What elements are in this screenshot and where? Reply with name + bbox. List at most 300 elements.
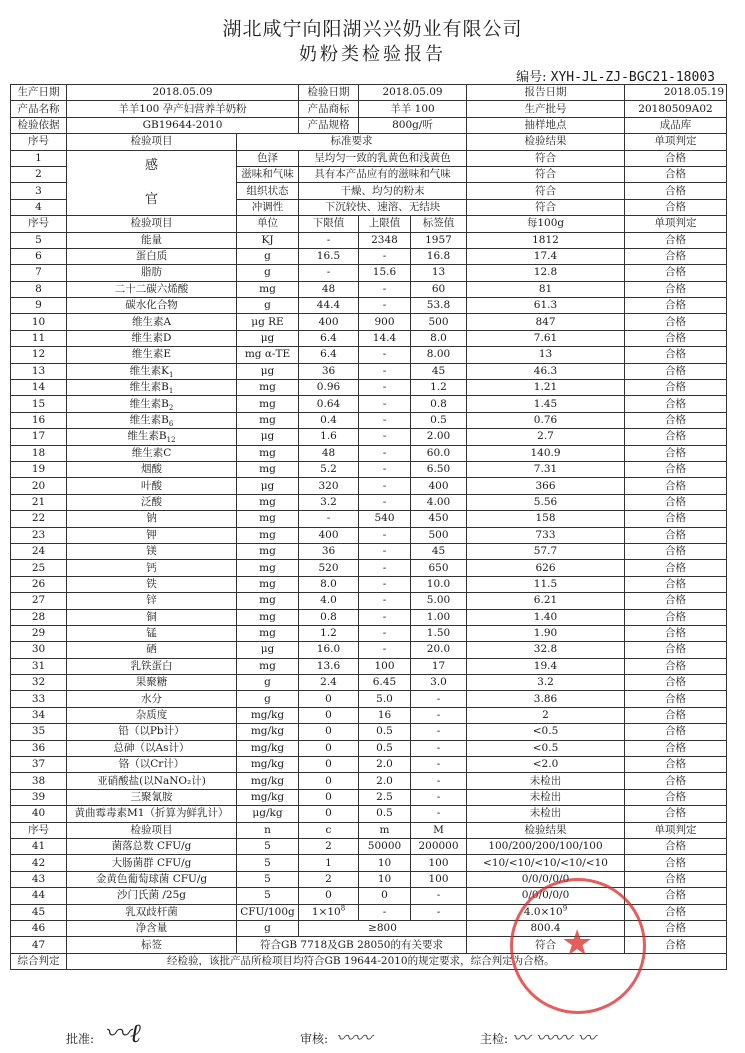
info-label: 抽样地点: [467, 117, 625, 133]
nutrient-item: [67, 396, 237, 412]
item-subscript: 6: [168, 420, 174, 429]
measured-value-cell: 626: [467, 560, 625, 576]
low-limit-cell: 6.4: [299, 330, 359, 346]
micro-result-cell: 0/0/0/0/0: [467, 888, 625, 904]
item-text: 杂质度: [135, 709, 168, 722]
header-cell: 序号: [11, 134, 67, 150]
nutrient-row: [11, 347, 727, 363]
header-cell: M: [411, 822, 467, 838]
unit-cell: mg: [237, 461, 299, 477]
high-limit-cell: 2348: [359, 232, 411, 248]
nutrient-row: [11, 609, 727, 625]
item-text: 维生素B: [129, 414, 169, 426]
item-subscript: 12: [166, 436, 176, 445]
high-limit-cell: 5.0: [359, 691, 411, 707]
judge-cell: 合格: [625, 724, 727, 740]
nutrient-row: [11, 265, 727, 281]
micro-c-cell: 0: [299, 888, 359, 904]
row-number: 46: [11, 920, 67, 936]
document-number: [516, 66, 715, 85]
nutrient-row: [11, 330, 727, 346]
item-text: 水分: [141, 692, 162, 705]
nutrient-item: [67, 380, 237, 396]
item-text: 叶酸: [141, 479, 162, 492]
sensory-item: 组织状态: [237, 183, 299, 199]
label-value-cell: -: [411, 757, 467, 773]
high-limit-cell: -: [359, 576, 411, 592]
label-value-cell: 1.50: [411, 625, 467, 641]
header-cell: 序号: [11, 822, 67, 838]
nutrient-row: [11, 691, 727, 707]
measured-value-cell: 5.56: [467, 494, 625, 510]
row-number: 30: [11, 642, 67, 658]
std-exp: 8: [340, 904, 346, 913]
judge-cell: 合格: [625, 658, 727, 674]
row-number: 35: [11, 724, 67, 740]
nutrient-item: [67, 281, 237, 297]
judge-cell: 合格: [625, 576, 727, 592]
info-row: [11, 85, 727, 101]
nutrient-item: [67, 445, 237, 461]
nutrient-row: [11, 625, 727, 641]
label-value-cell: 1.2: [411, 380, 467, 396]
judge-cell: 合格: [625, 920, 727, 936]
label-value-cell: 16.8: [411, 248, 467, 264]
item-text: 镁: [146, 545, 157, 558]
measured-value-cell: 未检出: [467, 773, 625, 789]
nutrient-row: [11, 740, 727, 756]
micro-item-cell: 标签: [67, 937, 237, 953]
result-cell: 符合: [467, 166, 625, 182]
high-limit-cell: -: [359, 543, 411, 559]
nutrient-item: [67, 740, 237, 756]
high-limit-cell: -: [359, 527, 411, 543]
measured-value-cell: 1.21: [467, 380, 625, 396]
high-limit-cell: 16: [359, 707, 411, 723]
net-standard: ≥800: [299, 920, 467, 936]
item-subscript: 2: [168, 403, 174, 412]
micro-n-cell: 5: [237, 871, 299, 887]
micro-judge-cell: 合格: [625, 888, 727, 904]
label-value-cell: 6.50: [411, 461, 467, 477]
nutrient-row: [11, 511, 727, 527]
low-limit-cell: 0: [299, 757, 359, 773]
unit-cell: g: [237, 675, 299, 691]
item-subscript: 1: [168, 387, 174, 396]
nutrient-item: [67, 412, 237, 428]
micro-m-cell: 50000: [359, 838, 411, 854]
row-number: 20: [11, 478, 67, 494]
unit-cell: μg RE: [237, 314, 299, 330]
sensory-item: 色泽: [237, 150, 299, 166]
low-limit-cell: 0.8: [299, 609, 359, 625]
unit-cell: mg/kg: [237, 773, 299, 789]
row-number: 28: [11, 609, 67, 625]
unit-cell: mg: [237, 543, 299, 559]
high-limit-cell: -: [359, 461, 411, 477]
unit-cell: mg: [237, 396, 299, 412]
label-value-cell: -: [411, 806, 467, 822]
high-limit-cell: -: [359, 281, 411, 297]
sensory-group-label: 感 官: [67, 150, 237, 216]
low-limit-cell: 6.4: [299, 347, 359, 363]
approve-label: 批准:: [66, 1032, 95, 1046]
item-text: 总砷（以As计）: [113, 741, 190, 754]
low-limit-cell: 2.4: [299, 675, 359, 691]
judge-cell: 合格: [625, 232, 727, 248]
judge-cell: 合格: [625, 281, 727, 297]
micro-c-cell: 2: [299, 871, 359, 887]
label-value-cell: 1957: [411, 232, 467, 248]
label-value-cell: 450: [411, 511, 467, 527]
micro-result-cell: <10/<10/<10/<10/<10: [467, 855, 625, 871]
judge-cell: 合格: [625, 494, 727, 510]
judge-cell: 合格: [625, 593, 727, 609]
row-number: 15: [11, 396, 67, 412]
row-number: 14: [11, 380, 67, 396]
unit-cell: mg/kg: [237, 724, 299, 740]
micro-item-cell: 大肠菌群 CFU/g: [67, 855, 237, 871]
unit-cell: g: [237, 265, 299, 281]
micro-n-cell: 5: [237, 855, 299, 871]
unit-cell: mg: [237, 445, 299, 461]
item-text: 维生素D: [131, 332, 172, 345]
high-limit-cell: 2.0: [359, 757, 411, 773]
low-limit-cell: 0: [299, 806, 359, 822]
low-limit-cell: 44.4: [299, 298, 359, 314]
unit-cell: mg: [237, 527, 299, 543]
micro-item-cell: 菌落总数 CFU/g: [67, 838, 237, 854]
info-value: 2018.05.09: [359, 85, 467, 101]
measured-value-cell: 7.61: [467, 330, 625, 346]
unit-cell: μg: [237, 429, 299, 445]
unit-cell: mg: [237, 609, 299, 625]
inspect-label: 主检:: [480, 1032, 509, 1046]
item-text: 钠: [146, 512, 157, 525]
info-label: 生产日期: [11, 85, 67, 101]
row-number: 7: [11, 265, 67, 281]
nutrient-row: [11, 560, 727, 576]
nutrient-row: [11, 412, 727, 428]
sensory-requirement: 干燥、均匀的粉末: [299, 183, 467, 199]
micro-row: [11, 871, 727, 887]
measured-value-cell: 13: [467, 347, 625, 363]
nutrient-row: [11, 576, 727, 592]
unit-cell: μg: [237, 478, 299, 494]
nutrient-item: [67, 363, 237, 379]
row-number: 24: [11, 543, 67, 559]
high-limit-cell: -: [359, 642, 411, 658]
judge-cell: 合格: [625, 445, 727, 461]
micro-c-cell: 1: [299, 855, 359, 871]
judge-cell: 合格: [625, 183, 727, 199]
row-number: 27: [11, 593, 67, 609]
nutrient-item: [67, 511, 237, 527]
label-value-cell: 8.00: [411, 347, 467, 363]
row-number: 43: [11, 871, 67, 887]
nutrient-item: [67, 330, 237, 346]
measured-value-cell: 6.21: [467, 593, 625, 609]
measured-value-cell: 140.9: [467, 445, 625, 461]
info-label: 检验日期: [299, 85, 359, 101]
low-limit-cell: 3.2: [299, 494, 359, 510]
nutrient-row: [11, 232, 727, 248]
judge-cell: 合格: [625, 461, 727, 477]
nutrient-item: [67, 543, 237, 559]
nutrient-item: [67, 773, 237, 789]
label-value-cell: 650: [411, 560, 467, 576]
micro-header: [11, 822, 727, 838]
item-text: 二十二碳六烯酸: [114, 282, 189, 295]
low-limit-cell: 16.5: [299, 248, 359, 264]
header-cell: 单项判定: [625, 216, 727, 232]
nutrient-row: [11, 461, 727, 477]
item-text: 黄曲霉毒素M1（折算为鲜乳计）: [74, 807, 229, 820]
nutrient-item: [67, 298, 237, 314]
item-text: 脂肪: [141, 266, 162, 279]
low-limit-cell: 16.0: [299, 642, 359, 658]
judge-cell: 合格: [625, 511, 727, 527]
row-number: 40: [11, 806, 67, 822]
unit-cell: mg/kg: [237, 740, 299, 756]
row-number: 19: [11, 461, 67, 477]
header-cell: m: [359, 822, 411, 838]
low-limit-cell: -: [299, 265, 359, 281]
row-number: 3: [11, 183, 67, 199]
label-value-cell: 17: [411, 658, 467, 674]
header-cell: 标签值: [411, 216, 467, 232]
judge-cell: 合格: [625, 609, 727, 625]
dash-cell: -: [359, 904, 411, 920]
high-limit-cell: 0.5: [359, 740, 411, 756]
std-base: 1×10: [311, 905, 341, 918]
unit-cell: μg: [237, 330, 299, 346]
judge-cell: 合格: [625, 396, 727, 412]
nutrient-item: [67, 658, 237, 674]
res-exp: 9: [562, 904, 568, 913]
label-value-cell: 60: [411, 281, 467, 297]
unit-cell: mg: [237, 593, 299, 609]
unit-cell: μg: [237, 642, 299, 658]
item-text: 三聚氰胺: [130, 790, 173, 803]
row-number: 2: [11, 166, 67, 182]
low-limit-cell: 1.6: [299, 429, 359, 445]
measured-value-cell: 19.4: [467, 658, 625, 674]
result-cell: 符合: [467, 150, 625, 166]
row-number: 21: [11, 494, 67, 510]
judge-cell: 合格: [625, 265, 727, 281]
judge-cell: 合格: [625, 675, 727, 691]
high-limit-cell: -: [359, 248, 411, 264]
nutrient-row: [11, 396, 727, 412]
row-number: 32: [11, 675, 67, 691]
result-cell: 800.4: [467, 920, 625, 936]
nutrient-item: [67, 347, 237, 363]
nutrient-item: [67, 724, 237, 740]
info-label: 产品规格: [299, 117, 359, 133]
measured-value-cell: 17.4: [467, 248, 625, 264]
measured-value-cell: <2.0: [467, 757, 625, 773]
sensory-requirement: 下沉较快、速溶、无结块: [299, 199, 467, 215]
judge-cell: 合格: [625, 412, 727, 428]
sensory-row: [11, 150, 727, 166]
header-cell: 标准要求: [237, 134, 467, 150]
unit-cell: mg/kg: [237, 707, 299, 723]
high-limit-cell: 0.5: [359, 806, 411, 822]
label-value-cell: 2.00: [411, 429, 467, 445]
unit-cell: mg: [237, 576, 299, 592]
row-number: 6: [11, 248, 67, 264]
dash-cell: -: [411, 904, 467, 920]
info-value: 2018.05.09: [67, 85, 299, 101]
row-number: 9: [11, 298, 67, 314]
nutrient-row: [11, 658, 727, 674]
label-value-cell: 53.8: [411, 298, 467, 314]
label-value-cell: 10.0: [411, 576, 467, 592]
item-text: 蛋白质: [135, 250, 168, 263]
high-limit-cell: 6.45: [359, 675, 411, 691]
inspect-signature: 〰 〰〰 〰: [512, 1028, 596, 1049]
measured-value-cell: 46.3: [467, 363, 625, 379]
label-value-cell: -: [411, 789, 467, 805]
judge-cell: 合格: [625, 199, 727, 215]
high-limit-cell: -: [359, 412, 411, 428]
measured-value-cell: 81: [467, 281, 625, 297]
item-text: 维生素C: [131, 446, 172, 459]
label-value-cell: 0.5: [411, 412, 467, 428]
result-cell: 符合: [467, 199, 625, 215]
micro-m-cell: 200000: [411, 838, 467, 854]
info-row: [11, 117, 727, 133]
sensory-requirement: 呈均匀一致的乳黄色和浅黄色: [299, 150, 467, 166]
judge-cell: 合格: [625, 314, 727, 330]
row-number: 33: [11, 691, 67, 707]
judge-cell: 合格: [625, 298, 727, 314]
micro-result-cell: 0/0/0/0/0: [467, 871, 625, 887]
unit-cell: mg: [237, 511, 299, 527]
unit-cell: mg/kg: [237, 789, 299, 805]
unit-cell: mg: [237, 560, 299, 576]
high-limit-cell: 14.4: [359, 330, 411, 346]
seal-star-icon: ★: [561, 923, 594, 964]
judge-cell: 合格: [625, 740, 727, 756]
micro-item-cell: 乳双歧杆菌: [67, 904, 237, 920]
low-limit-cell: 400: [299, 527, 359, 543]
unit-cell: mg: [237, 380, 299, 396]
row-number: 12: [11, 347, 67, 363]
row-number: 36: [11, 740, 67, 756]
item-text: 铅（以Pb计）: [118, 725, 185, 738]
result-cell: 符合: [467, 937, 625, 953]
nutrient-row: [11, 642, 727, 658]
high-limit-cell: -: [359, 363, 411, 379]
judge-cell: 合格: [625, 757, 727, 773]
row-number: 1: [11, 150, 67, 166]
micro-judge-cell: 合格: [625, 855, 727, 871]
item-text: 锌: [146, 594, 157, 607]
label-value-cell: -: [411, 691, 467, 707]
nutrient-row: [11, 789, 727, 805]
high-limit-cell: -: [359, 609, 411, 625]
info-label: 产品商标: [299, 101, 359, 117]
judge-cell: 合格: [625, 806, 727, 822]
low-limit-cell: 0: [299, 724, 359, 740]
inspection-table: [10, 84, 727, 970]
nutrient-row: [11, 380, 727, 396]
info-value: GB19644-2010: [67, 117, 299, 133]
label-value-cell: 3.0: [411, 675, 467, 691]
high-limit-cell: 2.0: [359, 773, 411, 789]
nutrient-row: [11, 478, 727, 494]
item-text: 铬（以Cr计）: [118, 758, 185, 771]
measured-value-cell: 57.7: [467, 543, 625, 559]
header-cell: 检验项目: [67, 822, 237, 838]
low-limit-cell: 0: [299, 707, 359, 723]
nutrient-item: [67, 757, 237, 773]
judge-cell: 合格: [625, 642, 727, 658]
high-limit-cell: -: [359, 429, 411, 445]
high-limit-cell: -: [359, 347, 411, 363]
nutrient-row: [11, 675, 727, 691]
high-limit-cell: 100: [359, 658, 411, 674]
unit-cell: mg/kg: [237, 757, 299, 773]
item-text: 维生素E: [131, 348, 172, 361]
micro-item-cell: 金黄色葡萄球菌 CFU/g: [67, 871, 237, 887]
unit-cell: g: [237, 248, 299, 264]
low-limit-cell: 36: [299, 363, 359, 379]
measured-value-cell: 11.5: [467, 576, 625, 592]
unit-cell: mg: [237, 494, 299, 510]
label-value-cell: 13: [411, 265, 467, 281]
item-text: 碳水化合物: [125, 299, 178, 312]
nutrient-item: [67, 789, 237, 805]
low-limit-cell: 36: [299, 543, 359, 559]
measured-value-cell: 2: [467, 707, 625, 723]
micro-n-cell: 5: [237, 888, 299, 904]
judge-cell: 合格: [625, 347, 727, 363]
low-limit-cell: 0: [299, 691, 359, 707]
unit-cell: KJ: [237, 232, 299, 248]
high-limit-cell: -: [359, 445, 411, 461]
measured-value-cell: 61.3: [467, 298, 625, 314]
micro-m-cell: -: [411, 888, 467, 904]
nutrient-row: [11, 494, 727, 510]
low-limit-cell: 48: [299, 445, 359, 461]
low-limit-cell: 48: [299, 281, 359, 297]
header-cell: c: [299, 822, 359, 838]
micro-row: [11, 838, 727, 854]
item-text: 能量: [141, 233, 162, 246]
nutrient-row: [11, 248, 727, 264]
unit-cell: mg: [237, 412, 299, 428]
header-cell: 上限值: [359, 216, 411, 232]
row-number: 25: [11, 560, 67, 576]
label-value-cell: -: [411, 707, 467, 723]
nutrient-item: [67, 593, 237, 609]
high-limit-cell: -: [359, 298, 411, 314]
report-title: 奶粉类检验报告: [299, 44, 446, 65]
measured-value-cell: 366: [467, 478, 625, 494]
info-value: 羊羊100 孕产妇营养羊奶粉: [67, 101, 299, 117]
high-limit-cell: -: [359, 625, 411, 641]
high-limit-cell: 15.6: [359, 265, 411, 281]
judge-cell: 合格: [625, 150, 727, 166]
label-value-cell: 60.0: [411, 445, 467, 461]
row-number: 10: [11, 314, 67, 330]
label-value-cell: -: [411, 773, 467, 789]
measured-value-cell: 3.2: [467, 675, 625, 691]
row-number: 41: [11, 838, 67, 854]
